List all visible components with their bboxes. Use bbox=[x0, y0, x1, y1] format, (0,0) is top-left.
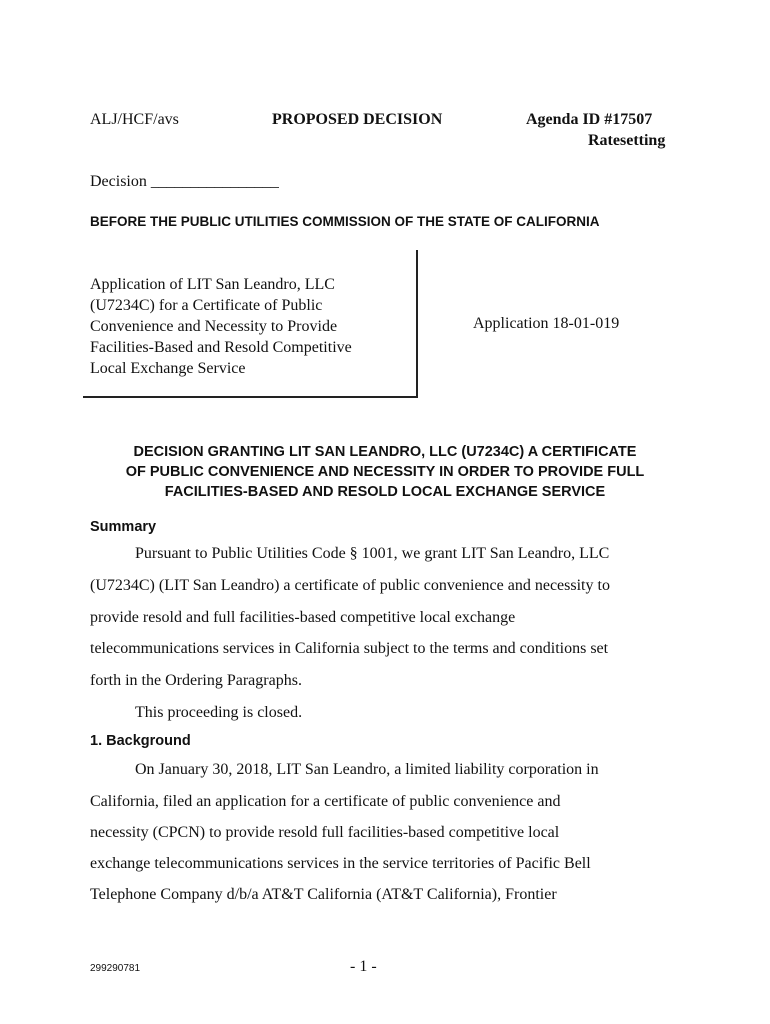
summary-line: telecommunications services in California subject to the terms and conditions set bbox=[90, 640, 609, 657]
decision-title bbox=[0, 442, 770, 502]
header-docket: ALJ/HCF/avs bbox=[90, 111, 179, 128]
background-line: On January 30, 2018, LIT San Leandro, a limited liability corporation in bbox=[135, 761, 599, 778]
court-heading: BEFORE THE PUBLIC UTILITIES COMMISSION OF THE STATE OF CALIFORNIA bbox=[90, 214, 600, 229]
caption-vertical-rule bbox=[416, 250, 418, 398]
summary-line: Pursuant to Public Utilities Code § 1001, we grant LIT San Leandro, LLC bbox=[135, 545, 610, 562]
caption-horizontal-rule bbox=[83, 396, 418, 398]
document-id: 299290781 bbox=[90, 963, 141, 974]
summary-heading: Summary bbox=[90, 519, 157, 535]
background-line: California, filed an application for a certificate of public convenience and bbox=[90, 793, 561, 810]
caption-line: (U7234C) for a Certificate of Public bbox=[90, 297, 323, 314]
title-line: FACILITIES-BASED AND RESOLD LOCAL EXCHANGE SERVICE bbox=[164, 484, 606, 500]
summary-closing-line: This proceeding is closed. bbox=[135, 704, 303, 721]
summary-line: provide resold and full facilities-based competitive local exchange bbox=[90, 609, 516, 626]
page-number: - 1 - bbox=[350, 958, 377, 975]
summary-line: (U7234C) (LIT San Leandro) a certificate of public convenience and necessity to bbox=[90, 577, 610, 594]
caption-line: Facilities-Based and Resold Competitive bbox=[90, 339, 352, 356]
caption-block bbox=[90, 274, 352, 379]
header-ratesetting: Ratesetting bbox=[588, 132, 666, 149]
caption-line: Application of LIT San Leandro, LLC bbox=[90, 276, 335, 293]
title-line: OF PUBLIC CONVENIENCE AND NECESSITY IN ORDER TO PROVIDE FULL bbox=[125, 464, 645, 480]
header-proposed-decision: PROPOSED DECISION bbox=[272, 111, 443, 128]
decision-line: Decision ________________ bbox=[90, 173, 279, 190]
caption-line: Local Exchange Service bbox=[90, 360, 246, 377]
caption-line: Convenience and Necessity to Provide bbox=[90, 318, 338, 335]
header-agenda-id: Agenda ID #17507 bbox=[526, 111, 653, 128]
application-number: Application 18-01-019 bbox=[473, 315, 620, 332]
background-line: necessity (CPCN) to provide resold full facilities-based competitive local bbox=[90, 824, 560, 841]
summary-line: forth in the Ordering Paragraphs. bbox=[90, 672, 302, 689]
background-line: exchange telecommunications services in the service territories of Pacific Bell bbox=[90, 855, 591, 872]
background-heading: 1. Background bbox=[90, 733, 191, 749]
background-line: Telephone Company d/b/a AT&T California (AT&T California), Frontier bbox=[90, 886, 557, 903]
title-line: DECISION GRANTING LIT SAN LEANDRO, LLC (U7234C) A CERTIFICATE bbox=[133, 444, 637, 460]
